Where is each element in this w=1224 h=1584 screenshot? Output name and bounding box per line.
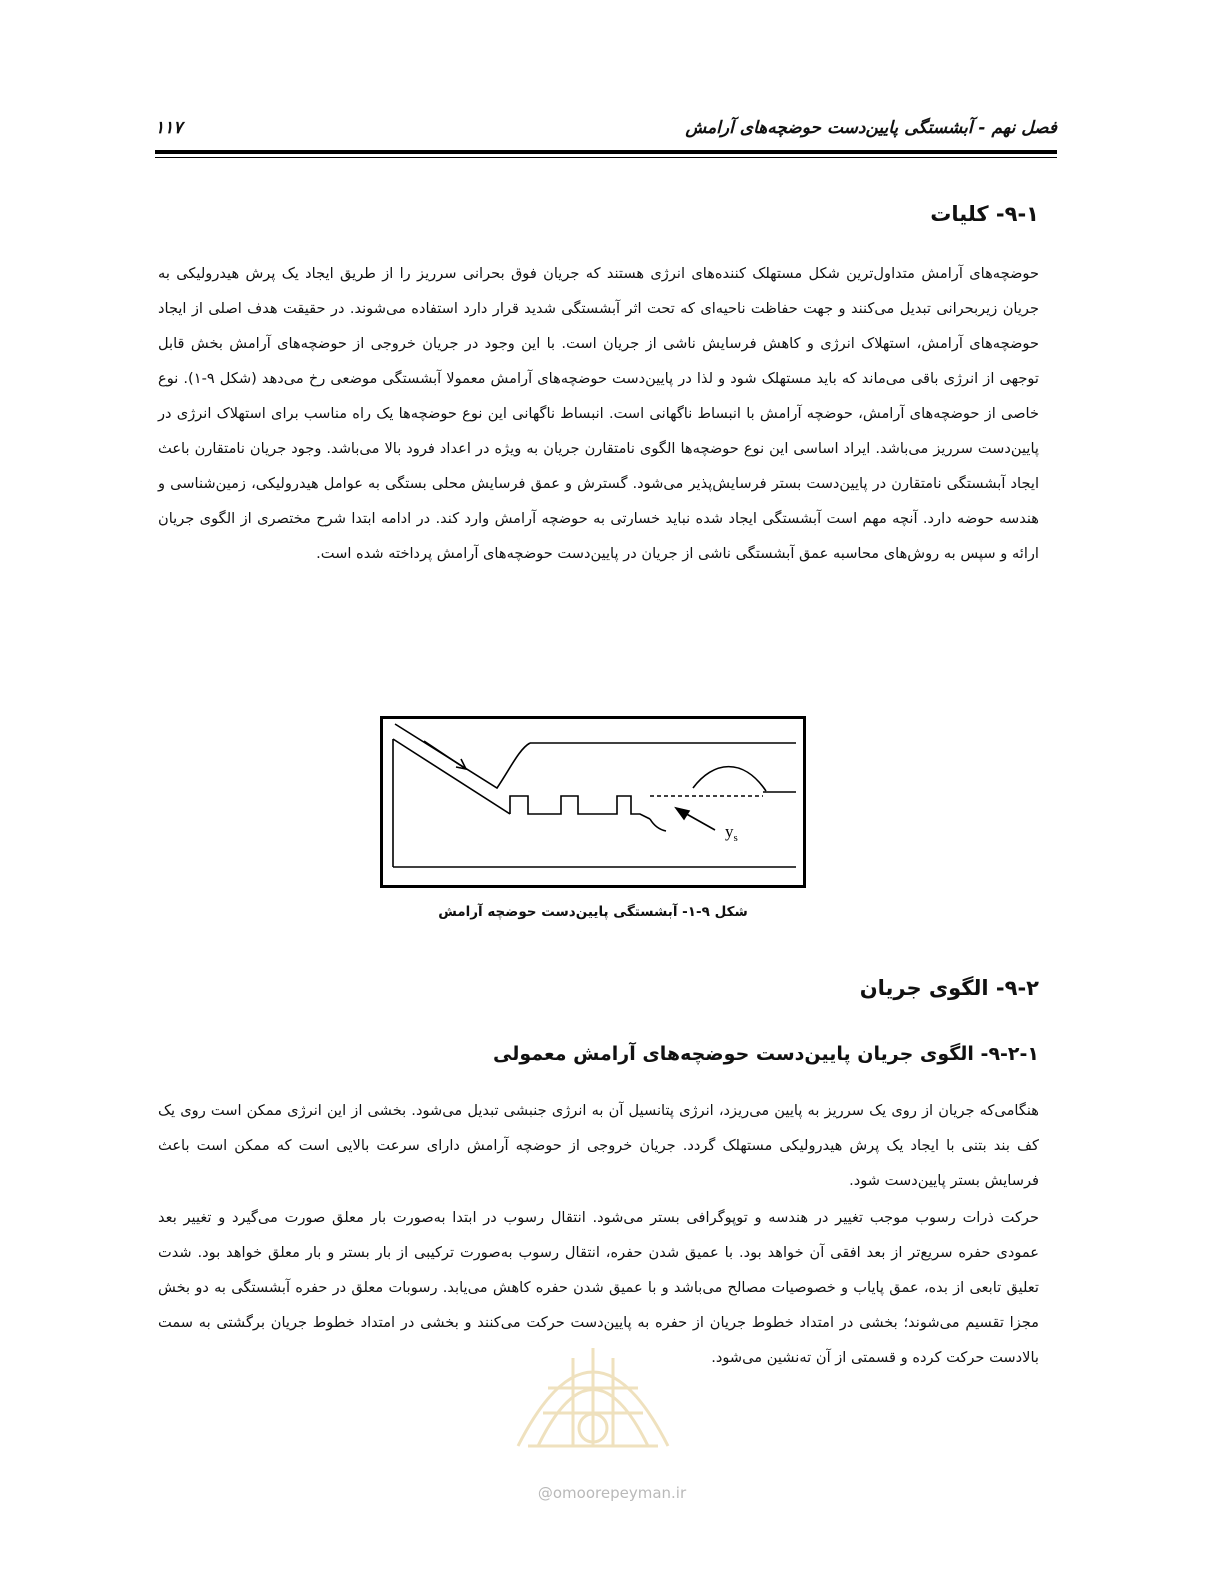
section-2-paragraph-2: حرکت ذرات رسوب موجب تغییر در هندسه و توپوگرافی بستر می‌شود. انتقال رسوب در ابتدا به‌صورت بار معلق صورت می‌گیرد و تغییر بعد عمودی حفره سریع‌تر از بعد افقی آن خواهد بود. با عمیق شدن حفره، انتقال رسوب به‌صورت ترکیبی از بار بستر و بار معلق خواهد بود. شدت تعلیق تابعی از بده، عمق پایاب و خصوصیات مصالح می‌باشد و با عمیق شدن حفره کاهش می‌یابد. رسوبات معلق در حفره آبشستگی به دو بخش مجزا تقسیم می‌شوند؛ بخشی در امتداد خطوط جریان از حفره به پایین‌دست حرکت می‌کنند و بخشی در امتداد خطوط جریان برگشتی به سمت بالادست حرکت کرده و قسمتی از آن ته‌نشین می‌شود.	[158, 1209, 1039, 1366]
publisher-watermark-logo	[488, 1318, 698, 1468]
section-1-paragraph: حوضچه‌های آرامش متداول‌ترین شکل مستهلک کننده‌های انرژی هستند که جریان فوق بحرانی سرریز را از طریق ایجاد یک پرش هیدرولیکی به جریان زیربحرانی تبدیل می‌کنند و جهت حفاظت ناحیه‌ای که تحت اثر آبشستگی شدید قرار دارد استفاده می‌شوند. در حقیقت هدف اصلی از ایجاد حوضچه‌های آرامش، استهلاک انرژی و کاهش فرسایش ناشی از جریان است. با این وجود در جریان خروجی از حوضچه‌های آرامش بخش قابل توجهی از انرژی باقی می‌ماند که باید مستهلک شود و لذا در پایین‌دست حوضچه‌های آرامش معمولا آبشستگی موضعی رخ می‌دهد (شکل ۹-۱). نوع خاصی از حوضچه‌های آرامش، حوضچه آرامش با انبساط ناگهانی است. انبساط ناگهانی این نوع حوضچه‌ها یک راه مناسب برای استهلاک انرژی در پایین‌دست سرریز می‌باشد. ایراد اساسی این نوع حوضچه‌ها الگوی نامتقارن جریان به ویژه در اعداد فرود بالا می‌باشد. وجود جریان نامتقارن باعث ایجاد آبشستگی نامتقارن در پایین‌دست بستر فرسایش‌پذیر می‌شود. گسترش و عمق فرسایش محلی بستگی به عوامل هیدرولیکی، زمین‌شناسی و هندسه حوضه دارد. آنچه مهم است آبشستگی ایجاد شده نباید خسارتی به حوضچه آرامش وارد کند. در ادامه ابتدا شرح مختصری از الگوی جریان ارائه و سپس به روش‌های محاسبه عمق آبشستگی ناشی از جریان در پایین‌دست حوضچه‌های آرامش پرداخته شده است.	[158, 265, 1039, 562]
watermark-url: @omoorepeyman.ir	[537, 1484, 687, 1502]
chapter-title: فصل نهم - آبشستگی پایین‌دست حوضچه‌های آرامش	[685, 118, 1057, 138]
ys-label: $y_s$	[725, 822, 738, 844]
stilling-basin-diagram	[383, 719, 803, 885]
section-1-heading: ۹-۱- کلیات	[930, 202, 1039, 226]
water-surface-upstream	[395, 724, 530, 788]
scour-hole	[650, 819, 666, 831]
stilling-basin-figure	[380, 716, 806, 888]
section-2-paragraph-1: هنگامی‌که جریان از روی یک سرریز به پایین می‌ریزد، انرژی پتانسیل آن به انرژی جنبشی تبدیل می‌شود. بخشی از این انرژی ممکن است روی یک کف بند بتنی با ایجاد یک پرش هیدرولیکی مستهلک گردد. جریان خروجی از حوضچه آرامش دارای سرعت بالایی است که ممکن است باعث فرسایش بستر پایین‌دست شود.	[158, 1102, 1039, 1189]
flow-arrow	[424, 741, 466, 769]
ys-pointer-arrow	[676, 808, 715, 830]
header-rule-thin	[155, 157, 1057, 158]
section-2-1-heading: ۹-۲-۱- الگوی جریان پایین‌دست حوضچه‌های آرامش معمولی	[493, 1043, 1039, 1065]
header-rule-thick	[155, 150, 1057, 154]
basin-floor-blocks	[510, 796, 650, 819]
page-header	[155, 112, 1057, 152]
section-2-heading: ۹-۲- الگوی جریان	[859, 976, 1039, 1000]
scour-mound	[693, 767, 766, 791]
page-number: ۱۱۷	[155, 118, 183, 138]
spillway-face	[393, 739, 510, 814]
figure-caption: شکل ۹-۱- آبشستگی پایین‌دست حوضچه آرامش	[438, 904, 748, 920]
